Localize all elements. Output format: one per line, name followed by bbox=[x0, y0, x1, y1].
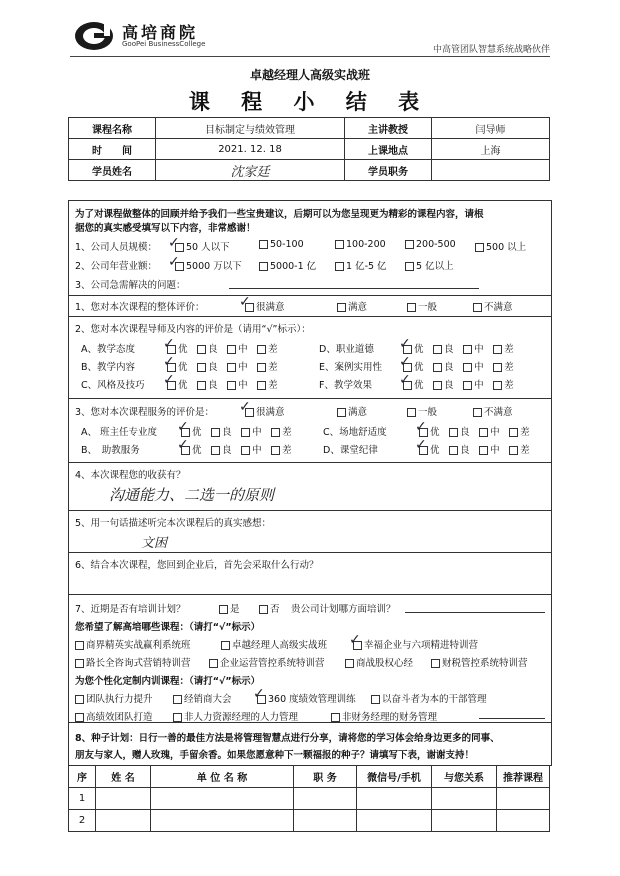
checkbox-icon bbox=[493, 345, 502, 354]
s5-question: 5、用一句话描述听完本次课程后的真实感想： bbox=[75, 518, 272, 529]
row-index: 1 bbox=[69, 788, 96, 810]
checkbox-icon bbox=[197, 381, 206, 390]
check-mark-icon: ✓ bbox=[253, 686, 265, 702]
cell-input[interactable] bbox=[357, 810, 432, 832]
q1-opt-4[interactable]: 200-500 bbox=[405, 239, 456, 250]
checkbox-icon bbox=[75, 713, 84, 722]
overall-rating-section bbox=[68, 294, 552, 317]
checkbox-icon bbox=[449, 446, 458, 455]
q1-opt-5[interactable]: 500 以上 bbox=[475, 239, 526, 253]
course-opt[interactable]: 路长全咨询式营销特训营 bbox=[75, 655, 191, 669]
checkbox-icon bbox=[509, 446, 518, 455]
check-mark-icon: ✓ bbox=[399, 354, 411, 370]
grade-options[interactable]: 优 良 中 差 bbox=[403, 341, 514, 355]
checkbox-icon bbox=[75, 659, 84, 668]
cell-input[interactable] bbox=[497, 810, 550, 832]
q1-opt-1[interactable]: 50 人以下 bbox=[175, 239, 230, 253]
course-opt[interactable]: 商战股权心经 bbox=[345, 655, 413, 669]
intro-line-1: 为了对课程做整体的回顾并给予我们一些宝贵建议，后期可以为您呈现更为精彩的课程内容，请根 bbox=[75, 209, 484, 220]
cell-input[interactable] bbox=[432, 810, 497, 832]
checkbox-icon bbox=[257, 381, 266, 390]
checkbox-icon bbox=[337, 408, 346, 417]
action-section bbox=[68, 552, 552, 595]
course-value[interactable]: 目标制定与绩效管理 bbox=[156, 118, 345, 139]
grade-options[interactable]: 优 良 中 差 bbox=[181, 424, 292, 438]
s7-custom-question: 为您个性化定制内训课程：（请打“√”标示） bbox=[75, 676, 261, 687]
checkbox-icon bbox=[221, 641, 230, 650]
q2-opt-4[interactable]: 5 亿以上 bbox=[405, 258, 454, 272]
place-value[interactable]: 上海 bbox=[432, 139, 550, 160]
custom-opt[interactable]: 团队执行力提升 bbox=[75, 691, 153, 705]
checkbox-icon bbox=[479, 428, 488, 437]
col-header: 与您关系 bbox=[432, 766, 497, 788]
s7-yes[interactable]: 是 bbox=[219, 601, 240, 615]
checkbox-icon bbox=[479, 446, 488, 455]
q3-label: 3、公司急需解决的问题： bbox=[75, 280, 186, 291]
checkbox-icon bbox=[337, 303, 346, 312]
col-header: 序 bbox=[69, 766, 96, 788]
checkbox-icon bbox=[433, 345, 442, 354]
q1-opt-2[interactable]: 50-100 bbox=[259, 239, 304, 250]
cell-input[interactable] bbox=[432, 788, 497, 810]
s1-opt-2[interactable]: 满意 bbox=[337, 299, 367, 313]
s7-plan-line[interactable] bbox=[405, 612, 545, 613]
s3-opt-1[interactable]: 很满意 bbox=[245, 404, 285, 418]
s3-opt-2[interactable]: 满意 bbox=[337, 404, 367, 418]
s6-question: 6、结合本次课程，您回到企业后，首先会采取什么行动？ bbox=[75, 560, 319, 571]
cell-input[interactable] bbox=[151, 810, 294, 832]
check-mark-icon: ✓ bbox=[349, 632, 361, 648]
slogan: 中高管团队智慧系统战略伙伴 bbox=[432, 45, 550, 55]
job-label: 学员职务 bbox=[345, 160, 432, 181]
checkbox-icon bbox=[173, 713, 182, 722]
checkbox-icon bbox=[433, 381, 442, 390]
checkbox-icon bbox=[335, 262, 344, 271]
checkbox-icon bbox=[449, 428, 458, 437]
s2-row-d: D、职业道德 bbox=[319, 344, 374, 355]
s2-row-c: C、风格及技巧 bbox=[81, 380, 145, 391]
teacher-rating-section bbox=[68, 316, 552, 399]
s4-answer[interactable]: 沟通能力、二选一的原则 bbox=[109, 486, 275, 504]
s3-row-c: C、场地舒适度 bbox=[323, 427, 387, 438]
checkbox-icon bbox=[259, 262, 268, 271]
course-opt[interactable]: 商界精英实战赢利系统班 bbox=[75, 637, 191, 651]
col-header: 微信号/手机 bbox=[357, 766, 432, 788]
table-row bbox=[69, 810, 550, 832]
s3-opt-4[interactable]: 不满意 bbox=[473, 404, 513, 418]
check-mark-icon: ✓ bbox=[399, 372, 411, 388]
grade-options[interactable]: 优 良 中 差 bbox=[167, 341, 278, 355]
grade-options[interactable]: 优 良 中 差 bbox=[181, 442, 292, 456]
check-mark-icon: ✓ bbox=[415, 419, 427, 435]
checkbox-icon bbox=[405, 262, 414, 271]
grade-options[interactable]: 优 良 中 差 bbox=[403, 359, 514, 373]
s3-row-b: B、 助教服务 bbox=[81, 445, 140, 456]
checkbox-icon bbox=[331, 713, 340, 722]
checkbox-icon bbox=[463, 381, 472, 390]
q1-opt-3[interactable]: 100-200 bbox=[335, 239, 386, 250]
checkbox-icon bbox=[493, 363, 502, 372]
cell-input[interactable] bbox=[96, 810, 151, 832]
custom-other-line[interactable] bbox=[479, 718, 545, 719]
custom-opt[interactable]: 以奋斗者为本的干部管理 bbox=[371, 691, 487, 705]
check-mark-icon: ✓ bbox=[163, 336, 175, 352]
check-mark-icon: ✓ bbox=[168, 254, 180, 270]
checkbox-icon bbox=[407, 408, 416, 417]
course-info-table bbox=[68, 117, 550, 181]
seed-plan-section bbox=[68, 722, 552, 766]
cell-input[interactable] bbox=[357, 788, 432, 810]
time-label: 时 间 bbox=[69, 139, 156, 160]
grade-options[interactable]: 优 良 中 差 bbox=[419, 442, 530, 456]
job-value[interactable] bbox=[432, 160, 550, 181]
s7-no[interactable]: 否 bbox=[259, 601, 280, 615]
header-divider bbox=[70, 56, 550, 57]
check-mark-icon: ✓ bbox=[177, 419, 189, 435]
grade-options[interactable]: 优 良 中 差 bbox=[167, 377, 278, 391]
checkbox-icon bbox=[405, 240, 414, 249]
s4-question: 4、本次课程您的收获有？ bbox=[75, 470, 186, 481]
q1-label: 1、公司人员规模： bbox=[75, 242, 158, 253]
s1-opt-1[interactable]: 很满意 bbox=[245, 299, 285, 313]
custom-opt[interactable]: 高绩效团队打造 bbox=[75, 709, 153, 723]
checkbox-icon bbox=[271, 428, 280, 437]
place-label: 上课地点 bbox=[345, 139, 432, 160]
checkbox-icon bbox=[227, 345, 236, 354]
checkbox-icon bbox=[473, 408, 482, 417]
checkbox-icon bbox=[173, 695, 182, 704]
checkbox-icon bbox=[209, 659, 218, 668]
check-mark-icon: ✓ bbox=[168, 235, 180, 251]
brand-english: GooPei BusinessCollege bbox=[122, 40, 206, 48]
cell-input[interactable] bbox=[294, 788, 357, 810]
table-row bbox=[69, 788, 550, 810]
checkbox-icon bbox=[433, 363, 442, 372]
check-mark-icon: ✓ bbox=[163, 354, 175, 370]
s8-line-2: 朋友与家人，赠人玫瑰，手留余香。如果您愿意种下一颗福报的种子？请填写下表，谢谢支持！ bbox=[75, 750, 475, 761]
checkbox-icon bbox=[345, 659, 354, 668]
s7-question: 7、近期是否有培训计划？ bbox=[75, 604, 186, 615]
s3-opt-3[interactable]: 一般 bbox=[407, 404, 437, 418]
s3-row-a: A、 班主任专业度 bbox=[81, 427, 158, 438]
custom-opt[interactable]: 360 度绩效管理训练 bbox=[257, 691, 356, 705]
page-title: 课 程 小 结 表 bbox=[188, 90, 432, 114]
teacher-label: 主讲教授 bbox=[345, 118, 432, 139]
course-opt[interactable]: 幸福企业与六项精进特训营 bbox=[353, 637, 478, 651]
s2-row-f: F、教学效果 bbox=[319, 380, 372, 391]
checkbox-icon bbox=[463, 345, 472, 354]
checkbox-icon bbox=[257, 363, 266, 372]
college-logo-icon bbox=[74, 20, 118, 52]
col-header: 姓 名 bbox=[96, 766, 151, 788]
col-header: 职 务 bbox=[294, 766, 357, 788]
checkbox-icon bbox=[463, 363, 472, 372]
checkbox-icon bbox=[75, 695, 84, 704]
s2-row-e: E、案例实用性 bbox=[319, 362, 383, 373]
q2-label: 2、公司年营业额： bbox=[75, 261, 158, 272]
checkbox-icon bbox=[75, 641, 84, 650]
intro-line-2: 据您的真实感受填写以下内容，非常感谢！ bbox=[75, 223, 256, 234]
checkbox-icon bbox=[211, 428, 220, 437]
s1-opt-3[interactable]: 一般 bbox=[407, 299, 437, 313]
intro-section bbox=[68, 200, 552, 296]
s3-question: 3、您对本次课程服务的评价是： bbox=[75, 407, 215, 418]
custom-opt[interactable]: 非人力资源经理的人力管理 bbox=[173, 709, 298, 723]
custom-opt[interactable]: 经销商大会 bbox=[173, 691, 232, 705]
check-mark-icon: ✓ bbox=[399, 336, 411, 352]
brand-name: 高培商院 bbox=[122, 23, 199, 42]
cell-input[interactable] bbox=[151, 788, 294, 810]
checkbox-icon bbox=[271, 446, 280, 455]
feeling-section bbox=[68, 510, 552, 553]
gains-section bbox=[68, 462, 552, 511]
check-mark-icon: ✓ bbox=[239, 399, 251, 415]
checkbox-icon bbox=[475, 243, 484, 252]
q2-opt-1[interactable]: 5000 万以下 bbox=[175, 258, 242, 272]
row-index: 2 bbox=[69, 810, 96, 832]
course-label: 课程名称 bbox=[69, 118, 156, 139]
col-header: 单 位 名 称 bbox=[151, 766, 294, 788]
s7-course-question: 您希望了解高培哪些课程：（请打“√”标示） bbox=[75, 622, 261, 633]
grade-options[interactable]: 优 良 中 差 bbox=[167, 359, 278, 373]
time-value[interactable]: 2021. 12. 18 bbox=[156, 139, 345, 160]
check-mark-icon: ✓ bbox=[163, 372, 175, 388]
s2-question: 2、您对本次课程导师及内容的评价是（请用“√”标示）： bbox=[75, 324, 311, 335]
checkbox-icon bbox=[227, 381, 236, 390]
s8-line-1: 8、种子计划：日行一善的最佳方法是将管理智慧点进行分享，请将您的学习体会给身边更多的同事、 bbox=[75, 733, 500, 744]
col-header: 推荐课程 bbox=[497, 766, 550, 788]
course-opt[interactable]: 卓越经理人高级实战班 bbox=[221, 637, 327, 651]
s1-question: 1、您对本次课程的整体评价： bbox=[75, 302, 205, 313]
custom-opt[interactable]: 非财务经理的财务管理 bbox=[331, 709, 437, 723]
cell-input[interactable] bbox=[294, 810, 357, 832]
checkbox-icon bbox=[371, 695, 380, 704]
s2-row-b: B、教学内容 bbox=[81, 362, 136, 373]
name-label: 学员姓名 bbox=[69, 160, 156, 181]
checkbox-icon bbox=[335, 240, 344, 249]
checkbox-icon bbox=[241, 428, 250, 437]
course-opt[interactable]: 财税管控系统特训营 bbox=[431, 655, 528, 669]
grade-options[interactable]: 优 良 中 差 bbox=[419, 424, 530, 438]
referral-table bbox=[68, 765, 550, 832]
s1-opt-4[interactable]: 不满意 bbox=[473, 299, 513, 313]
s5-answer[interactable]: 文困 bbox=[141, 536, 168, 551]
service-rating-section bbox=[68, 398, 552, 463]
checkbox-icon bbox=[509, 428, 518, 437]
cell-input[interactable] bbox=[96, 788, 151, 810]
s2-row-a: A、教学态度 bbox=[81, 344, 135, 355]
checkbox-icon bbox=[197, 345, 206, 354]
check-mark-icon: ✓ bbox=[415, 437, 427, 453]
checkbox-icon bbox=[241, 446, 250, 455]
course-opt[interactable]: 企业运营管控系统特训营 bbox=[209, 655, 325, 669]
checkbox-icon bbox=[407, 303, 416, 312]
table-header-row bbox=[69, 766, 550, 788]
check-mark-icon: ✓ bbox=[239, 294, 251, 310]
checkbox-icon bbox=[473, 303, 482, 312]
checkbox-icon bbox=[219, 605, 228, 614]
q2-opt-2[interactable]: 5000-1 亿 bbox=[259, 258, 316, 272]
checkbox-icon bbox=[257, 345, 266, 354]
s3-row-d: D、课堂纪律 bbox=[323, 445, 378, 456]
checkbox-icon bbox=[493, 381, 502, 390]
s7-plan-label: 贵公司计划哪方面培训？ bbox=[291, 604, 396, 615]
check-mark-icon: ✓ bbox=[177, 437, 189, 453]
checkbox-icon bbox=[259, 605, 268, 614]
training-plan-section bbox=[68, 594, 552, 723]
checkbox-icon bbox=[259, 240, 268, 249]
q2-opt-3[interactable]: 1 亿-5 亿 bbox=[335, 258, 387, 272]
checkbox-icon bbox=[211, 446, 220, 455]
checkbox-icon bbox=[197, 363, 206, 372]
student-name-value[interactable]: 沈家廷 bbox=[156, 160, 345, 181]
checkbox-icon bbox=[431, 659, 440, 668]
cell-input[interactable] bbox=[497, 788, 550, 810]
checkbox-icon bbox=[227, 363, 236, 372]
grade-options[interactable]: 优 良 中 差 bbox=[403, 377, 514, 391]
teacher-value[interactable]: 闫导师 bbox=[432, 118, 550, 139]
class-name: 卓越经理人高级实战班 bbox=[249, 68, 370, 82]
q3-answer-line[interactable] bbox=[229, 288, 479, 289]
